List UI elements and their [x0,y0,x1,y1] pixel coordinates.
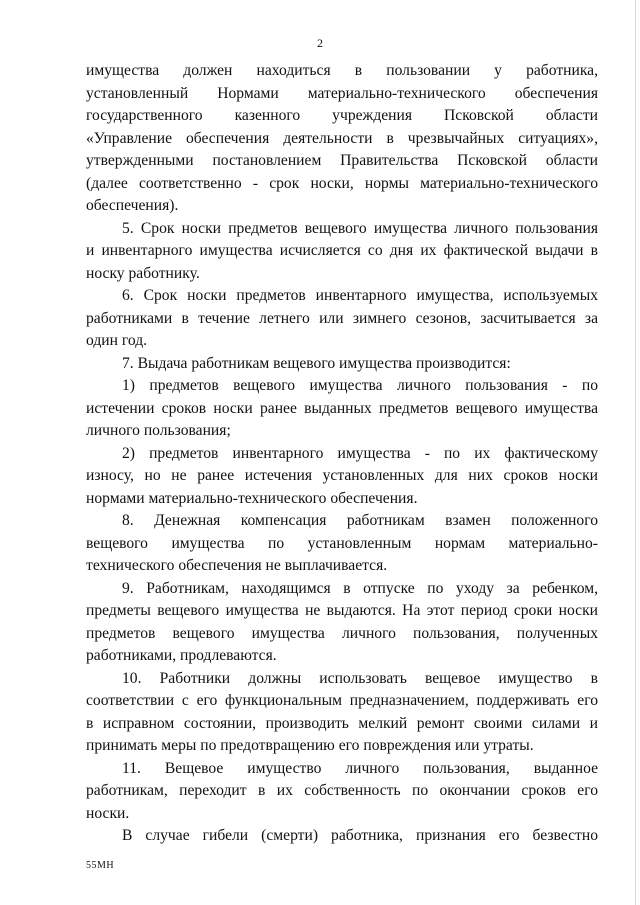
paragraph-5-line: 5. Срок носки предметов вещевого имущества личного пользования [122,219,598,237]
text-line: работниками в течение летнего или зимнего сезонов, засчитывается за [86,309,598,327]
subitem-1-line: 1) предметов вещевого имущества личного пользования - по [122,377,598,394]
text-line: работниками, продлеваются. [86,647,277,664]
text-line: вещевого имущества по установленным нормам материально- [86,534,598,552]
paragraph-continuation-line: В случае гибели (смерти) работника, признания его безвестно [122,827,598,844]
text-line: один год. [86,332,148,349]
paragraph-7-line: 7. Выдача работникам вещевого имущества производится: [122,354,511,372]
text-line: (далее соответственно - срок носки, нормы материально-технического [86,174,598,192]
text-line: износу, но не ранее истечения установленных для них сроков носки [86,467,598,484]
text-line: установленный Нормами материально-технического обеспечения [86,84,598,102]
text-line: «Управление обеспечения деятельности в чрезвычайных ситуациях», [86,129,598,147]
paragraph-10-line: 10. Работники должны использовать вещевое имущество в [122,669,598,687]
text-line: личного пользования; [86,422,231,439]
paragraph-9-line: 9. Работникам, находящимся в отпуске по уходу за ребенком, [122,579,598,597]
text-line: принимать меры по предотвращению его повреждения или утраты. [86,737,534,754]
footer-code: 55МН [86,860,115,871]
text-line: технического обеспечения не выплачивается. [86,557,388,574]
text-line: и инвентарного имущества исчисляется со дня их фактической выдачи в [86,242,598,259]
paragraph-11-line: 11. Вещевое имущество личного пользования, выданное [122,759,598,777]
text-line: утвержденными постановлением Правительства Псковской области [86,152,598,169]
text-line: в исправном состоянии, производить мелкий ремонт своими силами и [86,714,598,732]
document-body [86,60,598,848]
text-line: соответствии с его функциональным предназначением, поддерживать его [86,692,598,709]
text-line: обеспечения). [86,197,179,214]
text-line: нормами материально-технического обеспечения. [86,489,418,507]
text-line: предметов вещевого имущества личного пользования, полученных [86,624,598,642]
paragraph-8-line: 8. Денежная компенсация работникам взамен положенного [122,512,598,529]
text-line: имущества должен находиться в пользовании у работника, [86,62,598,79]
paragraph-6-line: 6. Срок носки предметов инвентарного имущества, используемых [122,287,598,304]
page-number: 2 [317,36,323,50]
text-line: истечении сроков носки ранее выданных предметов вещевого имущества [86,399,598,417]
subitem-2-line: 2) предметов инвентарного имущества - по их фактическому [122,444,598,462]
text-line: носки. [86,804,130,822]
text-line: предметы вещевого имущества не выдаются. На этот период сроки носки [86,602,598,619]
page-edge-line [635,0,636,905]
text-line: государственного казенного учреждения Псковской области [86,107,598,124]
text-line: работникам, переходит в их собственность по окончании сроков его [86,782,598,799]
text-line: носку работнику. [86,264,200,282]
